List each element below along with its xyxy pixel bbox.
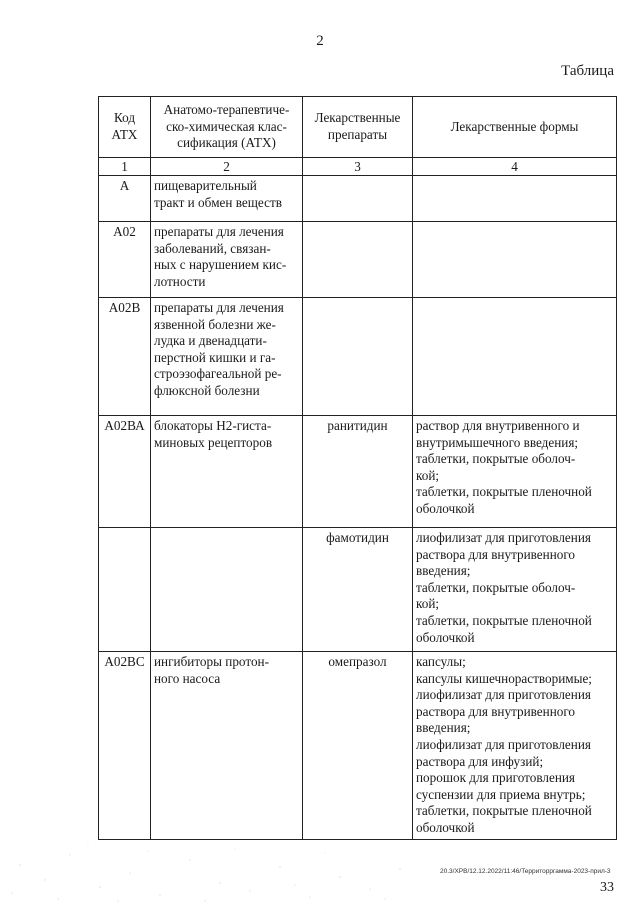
dosage-form-cell: [413, 222, 617, 298]
drug-cell: омепразол: [303, 652, 413, 840]
table-row: [99, 298, 617, 416]
dosage-form-cell: раствор для внутривенного и внутримышечного введения; таблетки, покрытые оболоч- кой; таблетки, покрытые пленочной оболочкой: [413, 416, 617, 528]
classification-cell: блокаторы Н2-гиста- миновых рецепторов: [151, 416, 303, 528]
table-row: [99, 176, 617, 222]
drug-cell: ранитидин: [303, 416, 413, 528]
page-number: 2: [316, 33, 324, 49]
dosage-form-cell: [413, 298, 617, 416]
column-number: 2: [151, 158, 303, 176]
classification-cell: [151, 528, 303, 652]
header-atc-code: Код АТХ: [99, 97, 151, 158]
atc-code-cell: А02ВС: [99, 652, 151, 840]
atc-drug-table: [98, 96, 617, 840]
drug-cell: [303, 298, 413, 416]
classification-cell: ингибиторы протон- ного насоса: [151, 652, 303, 840]
classification-cell: препараты для лечения язвенной болезни же- лудка и двенадцати- перстной кишки и га- строэзофагеальной ре- флюксной болезни: [151, 298, 303, 416]
table-header-row: [99, 97, 617, 158]
column-number-row: [99, 158, 617, 176]
table-row: [99, 528, 617, 652]
atc-code-cell: А02ВА: [99, 416, 151, 528]
header-drugs: Лекарственные препараты: [303, 97, 413, 158]
dosage-form-cell: капсулы; капсулы кишечнорастворимые; лиофилизат для приготовления раствора для внутривенного введения; лиофилизат для приготовления раствора для инфузий; порошок для приготовления суспензии для приема внутрь; таблетки, покрытые пленочной оболочкой: [413, 652, 617, 840]
atc-code-cell: [99, 528, 151, 652]
table-row: [99, 652, 617, 840]
table-row: [99, 416, 617, 528]
document-page-number: 33: [600, 880, 614, 895]
document-stamp: 20.3/ХРВ/12.12.2022/11:46/Территорргамма-2023-прил-3: [440, 868, 611, 875]
column-number: 1: [99, 158, 151, 176]
atc-code-cell: А: [99, 176, 151, 222]
table-row: [99, 222, 617, 298]
drug-cell: [303, 176, 413, 222]
classification-cell: пищеварительный тракт и обмен веществ: [151, 176, 303, 222]
header-atc-classification: Анатомо-терапевтиче- ско-химическая клас- сификация (АТХ): [151, 97, 303, 158]
drug-cell: фамотидин: [303, 528, 413, 652]
column-number: 3: [303, 158, 413, 176]
atc-code-cell: А02: [99, 222, 151, 298]
dosage-form-cell: лиофилизат для приготовления раствора для внутривенного введения; таблетки, покрытые оболоч- кой; таблетки, покрытые пленочной оболочкой: [413, 528, 617, 652]
table-caption: Таблица: [561, 63, 614, 79]
classification-cell: препараты для лечения заболеваний, связан- ных с нарушением кис- лотности: [151, 222, 303, 298]
column-number: 4: [413, 158, 617, 176]
drug-cell: [303, 222, 413, 298]
atc-code-cell: А02В: [99, 298, 151, 416]
header-dosage-forms: Лекарственные формы: [413, 97, 617, 158]
dosage-form-cell: [413, 176, 617, 222]
